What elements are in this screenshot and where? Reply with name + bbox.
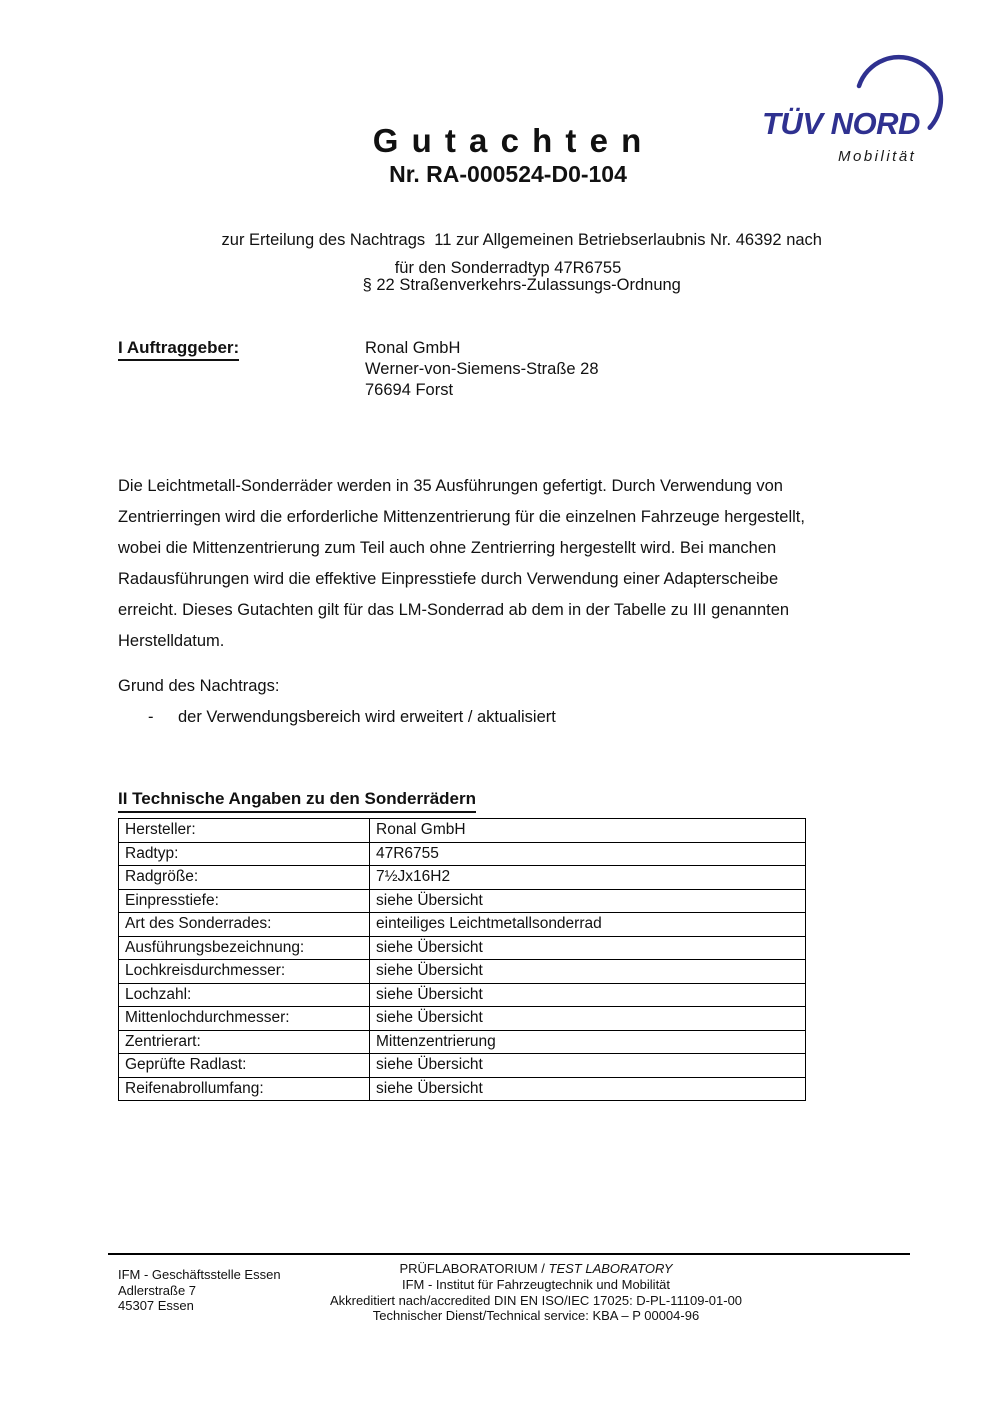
footer-office-address xyxy=(118,1267,281,1314)
table-row-label: Zentrierart: xyxy=(119,1030,370,1054)
table-row-label: Mittenlochdurchmesser: xyxy=(119,1007,370,1031)
table-row xyxy=(119,936,806,960)
reason-text: der Verwendungsbereich wird erweitert / aktualisiert xyxy=(178,708,556,726)
table-row-value: Ronal GmbH xyxy=(370,819,806,843)
footer-lab-block xyxy=(318,1261,754,1324)
table-row-value: siehe Übersicht xyxy=(370,983,806,1007)
footer-office-line: 45307 Essen xyxy=(118,1298,194,1313)
logo-division-text: Mobilität xyxy=(838,148,917,165)
paragraph-line: Die Leichtmetall-Sonderräder werden in 35 Ausführungen gefertigt. Durch Verwendung von xyxy=(118,477,783,495)
paragraph-line: Herstelldatum. xyxy=(118,632,225,650)
document-number: Nr. RA-000524-D0-104 xyxy=(389,161,627,187)
client-street: Werner-von-Siemens-Straße 28 xyxy=(365,360,599,378)
table-row xyxy=(119,889,806,913)
table-row xyxy=(119,1077,806,1101)
table-row-label: Einpresstiefe: xyxy=(119,889,370,913)
table-row-label: Lochzahl: xyxy=(119,983,370,1007)
table-row xyxy=(119,1054,806,1078)
footer-lab-title-de: PRÜFLABORATORIUM / xyxy=(399,1261,549,1276)
main-paragraph xyxy=(118,471,918,657)
table-row xyxy=(119,983,806,1007)
table-row-label: Hersteller: xyxy=(119,819,370,843)
table-row xyxy=(119,819,806,843)
tech-table-body xyxy=(119,819,806,1101)
footer-lab-service: Technischer Dienst/Technical service: KBA – P 00004-96 xyxy=(372,1308,700,1324)
client-city: 76694 Forst xyxy=(365,381,454,399)
table-row-value: einteiliges Leichtmetallsonderrad xyxy=(370,913,806,937)
table-row xyxy=(119,1030,806,1054)
table-row-label: Radtyp: xyxy=(119,842,370,866)
footer-lab-title xyxy=(318,1261,754,1277)
paragraph-line: Radausführungen wird die effektive Einpresstiefe durch Verwendung einer Adapterscheibe xyxy=(118,570,779,588)
table-row-value: Mittenzentrierung xyxy=(370,1030,806,1054)
paragraph-line: erreicht. Dieses Gutachten gilt für das LM-Sonderrad ab dem in der Tabelle zu III genannten xyxy=(118,601,790,619)
tech-section-heading: II Technische Angaben zu den Sonderrädern xyxy=(118,789,476,813)
table-row-value: 7½Jx16H2 xyxy=(370,866,806,890)
paragraph-line: Zentrierringen wird die erforderliche Mittenzentrierung für die einzelnen Fahrzeuge hergestellt, xyxy=(118,508,805,526)
table-row-value: 47R6755 xyxy=(370,842,806,866)
footer-divider xyxy=(108,1253,910,1255)
footer-lab-accreditation: Akkreditiert nach/accredited DIN EN ISO/IEC 17025: D-PL-11109-01-00 xyxy=(329,1292,743,1308)
document-title: G u t a c h t e n xyxy=(372,122,644,159)
table-row-label: Ausführungsbezeichnung: xyxy=(119,936,370,960)
table-row-value: siehe Übersicht xyxy=(370,1054,806,1078)
subtitle-line-3: für den Sonderradtyp 47R6755 xyxy=(394,259,622,277)
subtitle-line-1: zur Erteilung des Nachtrags 11 zur Allgemeinen Betriebserlaubnis Nr. 46392 nach xyxy=(221,230,822,249)
table-row xyxy=(119,913,806,937)
table-row xyxy=(119,1007,806,1031)
reason-label: Grund des Nachtrags: xyxy=(118,677,280,695)
table-row-label: Art des Sonderrades: xyxy=(119,913,370,937)
table-row-label: Radgröße: xyxy=(119,866,370,890)
paragraph-line: wobei die Mittenzentrierung zum Teil auch ohne Zentrierring hergestellt wird. Bei manchen xyxy=(118,539,777,557)
table-row-label: Lochkreisdurchmesser: xyxy=(119,960,370,984)
reason-list-item xyxy=(148,708,556,727)
table-row-value: siehe Übersicht xyxy=(370,960,806,984)
table-row-value: siehe Übersicht xyxy=(370,889,806,913)
table-row-value: siehe Übersicht xyxy=(370,936,806,960)
client-name: Ronal GmbH xyxy=(365,339,461,357)
client-section-label: I Auftraggeber: xyxy=(118,338,239,361)
table-row-label: Geprüfte Radlast: xyxy=(119,1054,370,1078)
subtitle-line-2: § 22 Straßenverkehrs-Zulassungs-Ordnung xyxy=(362,275,681,294)
footer-office-line: IFM - Geschäftsstelle Essen xyxy=(118,1267,281,1282)
table-row xyxy=(119,842,806,866)
footer-office-line: Adlerstraße 7 xyxy=(118,1282,197,1298)
table-row-value: siehe Übersicht xyxy=(370,1007,806,1031)
table-row-label: Reifenabrollumfang: xyxy=(119,1077,370,1101)
footer-lab-institute: IFM - Institut für Fahrzeugtechnik und Mobilität xyxy=(401,1276,671,1292)
table-row-value: siehe Übersicht xyxy=(370,1077,806,1101)
table-row xyxy=(119,866,806,890)
tuv-nord-brand-text: TÜV NORD xyxy=(762,106,920,141)
client-address xyxy=(365,338,599,401)
tech-data-table xyxy=(118,818,806,1101)
table-row xyxy=(119,960,806,984)
list-dash: - xyxy=(148,708,154,726)
footer-lab-title-en: TEST LABORATORY xyxy=(548,1261,673,1276)
